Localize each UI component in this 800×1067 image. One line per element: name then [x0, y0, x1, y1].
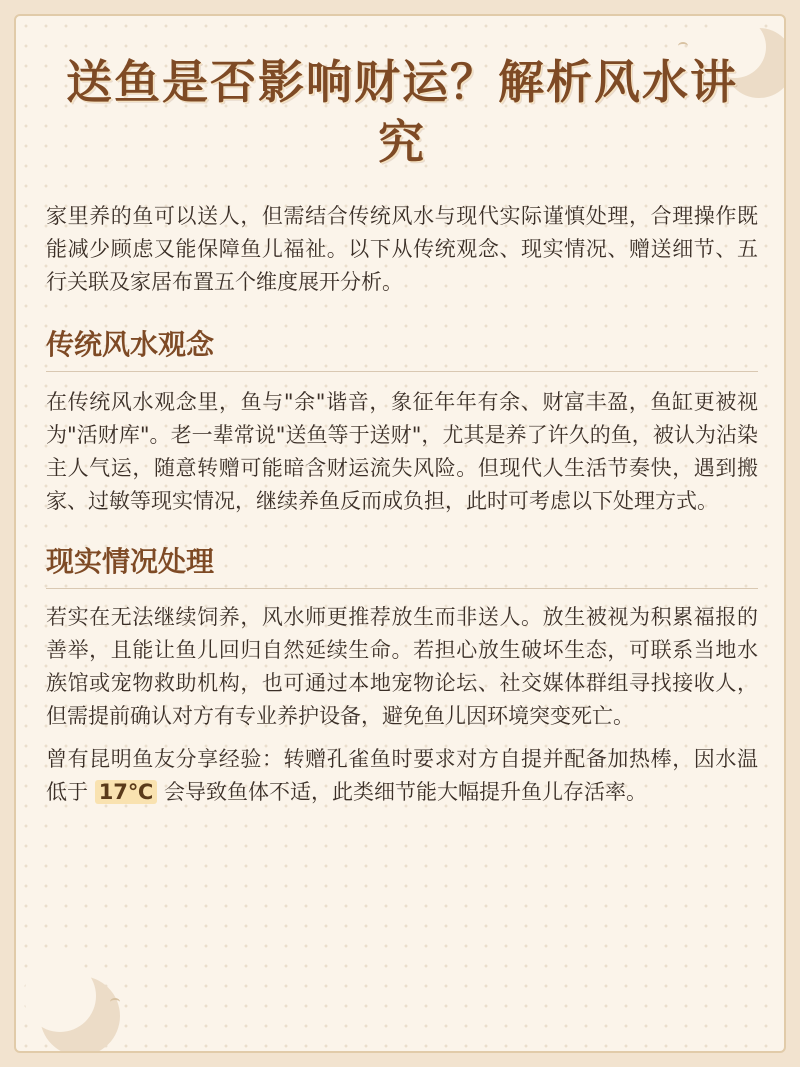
section-heading-reality: 现实情况处理 [46, 542, 758, 589]
section-paragraph-reality: 若实在无法继续饲养，风水师更推荐放生而非送人。放生被视为积累福报的善举，且能让鱼儿回归自然延续生命。若担心放生破坏生态，可联系当地水族馆或宠物救助机构，也可通过本地宠物论坛、社交媒体群组寻找接收人，但需提前确认对方有专业养护设备，避免鱼儿因环境突变死亡。 [46, 605, 758, 728]
section-paragraph-tradition: 在传统风水观念里，鱼与"余"谐音，象征年年有余、财富丰盈，鱼缸更被视为"活财库"。老一辈常说"送鱼等于送财"，尤其是养了许久的鱼，被认为沾染主人气运，随意转赠可能暗含财运流失风险。但现代人生活节奏快，遇到搬家、过敏等现实情况，继续养鱼反而成负担，此时可考虑以下处理方式。 [46, 390, 758, 513]
article-content [46, 52, 758, 809]
intro-paragraph: 家里养的鱼可以送人，但需结合传统风水与现代实际谨慎处理，合理操作既能减少顾虑又能保障鱼儿福祉。以下从传统观念、现实情况、赠送细节、五行关联及家居布置五个维度展开分析。 [46, 204, 758, 294]
bird-icon [678, 42, 688, 50]
section-heading-tradition: 传统风水观念 [46, 325, 758, 372]
temperature-highlight: 17℃ [95, 780, 158, 804]
bird-icon [110, 998, 120, 1006]
article-title: 送鱼是否影响财运？解析风水讲究 [66, 55, 738, 169]
article-card [14, 14, 786, 1053]
experience-paragraph [46, 743, 758, 809]
experience-text-after: 会导致鱼体不适，此类细节能大幅提升鱼儿存活率。 [157, 780, 648, 804]
experience-text-before: 曾有昆明鱼友分享经验：转赠孔雀鱼时要求对方自提并配备加热棒，因水温低于 [46, 747, 758, 804]
moon-cutout [24, 960, 96, 1032]
